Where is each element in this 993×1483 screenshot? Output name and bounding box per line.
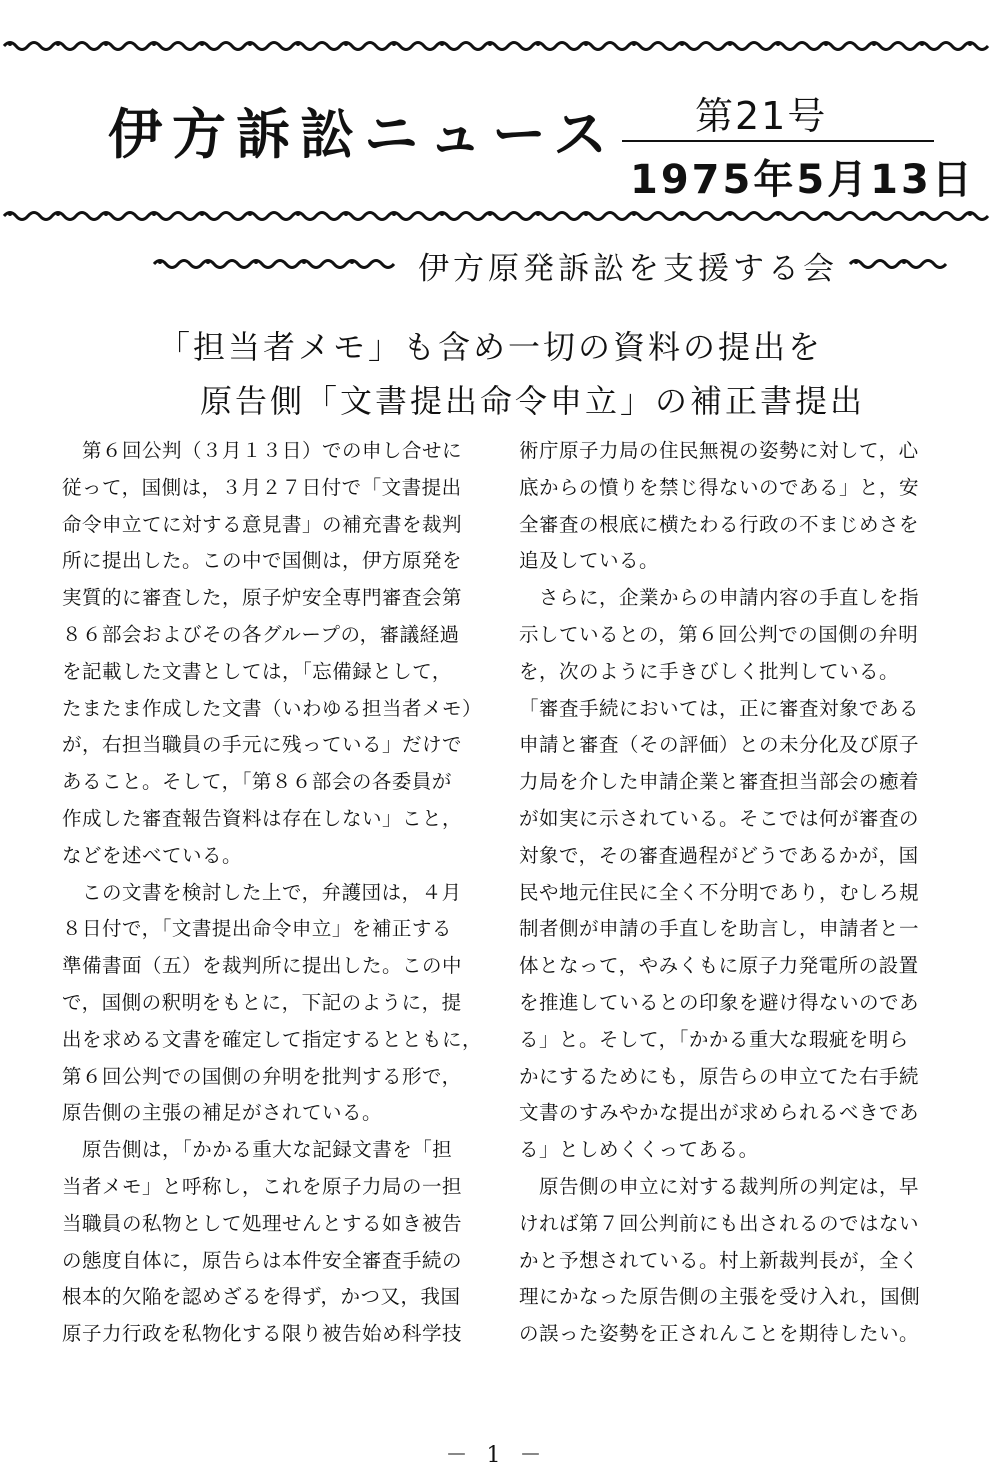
body-text-line: る」と。そして，「かかる重大な瑕疵を明ら (519, 1027, 909, 1051)
wave-ornament (0, 204, 993, 224)
body-text-line: る」としめくくってある。 (519, 1138, 759, 1162)
masthead-decorative-border (0, 204, 993, 224)
body-text-line: が，右担当職員の手元に残っている」だけで (62, 733, 463, 757)
body-text-line: 全審査の根底に横たわる行政の不まじめさを (519, 512, 920, 536)
wave-ornament (846, 252, 958, 272)
body-text-line: ければ第７回公判前にも出されるのではない (519, 1211, 920, 1235)
body-text-line: 原告側の主張の補足がされている。 (62, 1101, 383, 1125)
headline-line-2: 原告側「文書提出命令申立」の補正書提出 (200, 382, 866, 420)
body-text-line: 従って，国側は，３月２７日付で「文書提出 (62, 475, 462, 499)
body-text-line: あること。そして，「第８６部会の各委員が (62, 770, 452, 794)
body-text-line: が如実に示されている。そこでは何が審査の (519, 806, 920, 830)
body-text-line: 原子力行政を私物化する限り被告始め科学技 (62, 1322, 463, 1346)
org-left-ornament (150, 252, 408, 272)
body-text-line: 第６回公判（３月１３日）での申し合せに (62, 439, 463, 462)
article-column-right (519, 433, 933, 1353)
body-text-line: 対象で，その審査過程がどうであるかが，国 (519, 843, 919, 867)
body-text-line: たまたま作成した文書（いわゆる担当者メモ） (62, 696, 483, 720)
body-text-line: の態度自体に，原告らは本件安全審査手続の (62, 1248, 463, 1272)
wave-ornament (150, 252, 408, 272)
body-text-line: 命令申立てに対する意見書」の補充書を裁判 (62, 512, 463, 536)
body-text-line: 文書のすみやかな提出が求められるべきであ (519, 1101, 920, 1125)
body-text-line: ８日付で，「文書提出命令申立」を補正する (62, 917, 452, 941)
body-text-line: 体となって，やみくもに原子力発電所の設置 (519, 954, 919, 978)
body-text-line: 第６回公判での国側の弁明を批判する形で， (62, 1064, 462, 1088)
headline-line-1: 「担当者メモ」も含め一切の資料の提出を (158, 328, 824, 366)
org-right-ornament (846, 252, 958, 272)
body-text-line: 示しているとの，第６回公判での国側の弁明 (519, 622, 919, 646)
body-text-line: を，次のように手きびしく批判している。 (519, 659, 900, 683)
body-text-line: 実質的に審査した，原子炉安全専門審査会第 (62, 586, 463, 610)
wave-ornament (0, 34, 993, 54)
top-decorative-border (0, 34, 993, 54)
body-text-line: 術庁原子力局の住民無視の姿勢に対して，心 (519, 439, 919, 462)
body-text-line: 根本的欠陥を認めざるを得ず，かつ又，我国 (62, 1285, 461, 1309)
body-text-line: 力局を介した申請企業と審査担当部会の癒着 (519, 770, 920, 794)
body-text-line: を推進しているとの印象を避け得ないのであ (519, 990, 920, 1014)
body-text-line: 準備書面（五）を裁判所に提出した。この中 (62, 954, 463, 978)
body-text-line: さらに，企業からの申請内容の手直しを指 (519, 586, 920, 610)
body-text-line: 作成した審査報告資料は存在しない」こと， (62, 806, 463, 830)
body-text-line: 原告側の申立に対する裁判所の判定は，早 (519, 1174, 920, 1198)
newsletter-title: 伊方訴訟ニュース (108, 103, 618, 166)
publisher-organization: 伊方原発訴訟を支援する会 (418, 251, 838, 287)
issue-date: 1975年5月13日 (630, 157, 975, 203)
body-text-line: 申請と審査（その評価）との未分化及び原子 (519, 733, 920, 757)
body-text-line: 制者側が申請の手直しを助言し，申請者と一 (519, 917, 920, 941)
body-text-line: 出を求める文書を確定して指定するとともに， (62, 1027, 483, 1051)
issue-divider-rule (622, 140, 934, 142)
body-text-line: 民や地元住民に全く不分明であり，むしろ規 (519, 880, 920, 904)
body-text-line: 「審査手続においては，正に審査対象である (519, 696, 920, 720)
body-text-line: 追及している。 (519, 549, 660, 573)
body-text-line: 原告側は，「かかる重大な記録文書を「担 (62, 1138, 453, 1162)
issue-number: 第21号 (695, 94, 828, 138)
body-text-line: の誤った姿勢を正されんことを期待したい。 (519, 1322, 920, 1346)
body-text-line: などを述べている。 (62, 843, 243, 867)
body-text-line: この文書を検討した上で，弁護団は，４月 (62, 880, 462, 904)
body-text-line: 理にかなった原告側の主張を受け入れ，国側 (519, 1285, 921, 1309)
body-text-line: で，国側の釈明をもとに，下記のように，提 (62, 990, 462, 1014)
body-text-line: かと予想されている。村上新裁判長が，全く (519, 1248, 920, 1272)
article-column-left (62, 433, 483, 1353)
page-number: － 1 － (445, 1443, 548, 1468)
body-text-line: 底からの憤りを禁じ得ないのである」と，安 (519, 475, 920, 499)
body-text-line: ８６部会およびその各グループの，審議経過 (62, 622, 460, 646)
body-text-line: 当者メモ」と呼称し，これを原子力局の一担 (62, 1174, 463, 1198)
body-text-line: 所に提出した。この中で国側は，伊方原発を (62, 549, 463, 573)
body-text-line: かにするためにも，原告らの申立てた右手続 (519, 1064, 920, 1088)
body-text-line: 当職員の私物として処理せんとする如き被告 (62, 1211, 463, 1235)
body-text-line: を記載した文書としては，「忘備録として， (62, 659, 452, 683)
